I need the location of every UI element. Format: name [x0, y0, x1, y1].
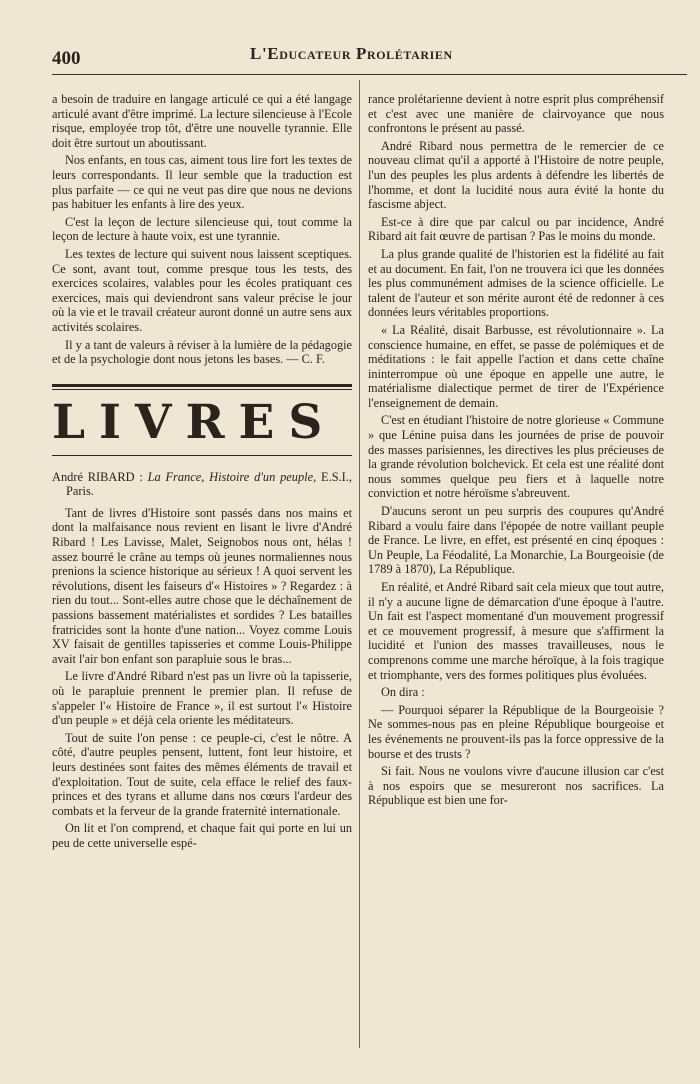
paragraph: Nos enfants, en tous cas, aiment tous lire fort les textes de leurs correspondants. Il leur semble que la traduction est plus parfaite — ce qui ne veut pas dire que nous ne devions pas habituer les enfants à lire des yeux.: [52, 153, 352, 212]
paragraph: D'aucuns seront un peu surpris des coupures qu'André Ribard a voulu faire dans l'épopée de notre vaillant peuple de France. Le livre, en effet, est présenté en cinq époques : Un Peuple, La Féodalité, La Monarchie, La Bourgeoisie (de 1789 à 1870), La République.: [368, 504, 664, 577]
paragraph: C'est la leçon de lecture silencieuse qui, tout comme la leçon de lecture à haute voix, est une tyrannie.: [52, 214, 352, 244]
paragraph: Tant de livres d'Histoire sont passés dans nos mains et dont la malfaisance nous revient en lisant le livre d'André Ribard ! Les Lavisse, Malet, Seignobos nous ont, hélas ! assez bourré le crâne au temps où jeunes normaliennes nous prenions la science historique au sérieux ! A quoi servent les révolutions, disent les faiseurs d'« Histoires » ? Regardez : à rien du tout... Sont-elles autre chose que le déchaînement de passions bassement matérialistes et sordides ? Les batailles fratricides sont la honte d'une nation... Voyez comme Louis XV faisait de gentilles tapisseries et comme Louis-Philippe avait l'air bon enfant son parapluie sous le bras...: [52, 505, 352, 666]
book-author: André RIBARD :: [52, 469, 148, 484]
paragraph: « La Réalité, disait Barbusse, est révolutionnaire ». La conscience humaine, en effet, se passe de polémiques et de méditations : le fait appelle l'action et dans cette chaîne ininterrompue où une époque en appelle une autre, le matérialisme dialectique permet de tirer de l'Expérience l'enseignement de demain.: [368, 322, 664, 410]
left-column: [52, 92, 352, 854]
section-title: LIVRES: [52, 394, 337, 450]
section-rule-top-thin: [52, 389, 352, 390]
paragraph: a besoin de traduire en langage articulé ce qui a été langage articulé avant d'être imprimé. La lecture silencieuse à l'Ecole risque, employée trop tôt, d'être une nouvelle tyrannie. Elle doit être surtout un aboutissant.: [52, 92, 352, 150]
paragraph: On dira :: [381, 685, 425, 700]
paragraph: André Ribard nous permettra de le remercier de ce nouveau climat qu'il a apporté à l'Histoire de notre peuple, l'un des peuples les plus ardents à défendre les libertés de l'homme, et dont la lucidité nous aura évité la honte du fascisme abject.: [368, 138, 664, 212]
section-rule-bottom: [52, 455, 352, 456]
paragraph: Les textes de lecture qui suivent nous laissent sceptiques. Ce sont, avant tout, comme presque tous les tests, des exercices scolaires, valables pour les écoles pratiquant ces exercices, mais qui deviendront sans valeur précise le jour où la vie et le travail créateur auront donné un autre sens aux activités scolaires.: [52, 246, 352, 334]
paragraph: En réalité, et André Ribard sait cela mieux que tout autre, il n'y a aucune ligne de démarcation d'une époque à l'autre. Un fait est l'aspect momentané d'un mouvement progressif et ce mouvement progressif, à mesure que s'affirment la lucidité et l'union des masses travailleuses, nous le comprenons comme une marche héroïque, à la fois tragique et triomphante, vers des formes politiques plus évoluées.: [368, 580, 664, 682]
paragraph: rance prolétarienne devient à notre esprit plus compréhensif et c'est avec une manière de clairvoyance que nous confrontons le présent au passé.: [368, 92, 664, 136]
page-number: 400: [52, 48, 81, 69]
section-rule-top: [52, 384, 352, 387]
paragraph: Il y a tant de valeurs à réviser à la lumière de la pédagogie et de la psychologie dont nous jetons les bases. — C. F.: [52, 337, 352, 367]
paragraph: Est-ce à dire que par calcul ou par incidence, André Ribard ait fait œuvre de partisan ? Pas le moins du monde.: [368, 214, 664, 244]
page-header: [52, 44, 687, 75]
right-column: [368, 92, 664, 811]
column-divider: [359, 80, 360, 1048]
paragraph: Tout de suite l'on pense : ce peuple-ci, c'est le nôtre. A côté, d'autre peuples pensent, luttent, font leur histoire, et leurs destinées sont faites des mêmes éléments de travail et d'exploitation. Tout de suite, cela efface le relief des faux-princes et des tyrans et allume dans nos cœurs l'ardeur des combats et la ferveur de la grande fraternité internationale.: [52, 730, 352, 818]
paragraph: Le livre d'André Ribard n'est pas un livre où la tapisserie, où le parapluie prennent le premier plan. Il refuse de s'appeler l'« Histoire de France », il est surtout l'« Histoire d'un peuple » et déjà cela oriente les méditateurs.: [52, 669, 352, 728]
book-reference: [52, 470, 352, 499]
journal-title: L'Educateur Prolétarien: [250, 44, 453, 63]
paragraph: C'est en étudiant l'histoire de notre glorieuse « Commune » que Lénine puisa dans les journées de prise de pouvoir des masses parisiennes, les directives les plus précieuses de la grande révolution bolchevick. Et cela est une réalité dont nous sommes quelque peu fiers et à laquelle notre conviction et notre héroïsme s'abreuvent.: [368, 413, 664, 501]
paragraph: — Pourquoi séparer la République de la Bourgeoisie ? Ne sommes-nous pas en pleine République bourgeoise et les événements ne prouvent-ils pas la force oppressive de la bourse et des trusts ?: [368, 702, 664, 761]
paragraph: On lit et l'on comprend, et chaque fait qui porte en lui un peu de cette universelle espé-: [52, 821, 352, 850]
book-publisher: E.S.I., Paris.: [66, 469, 352, 499]
paragraph: La plus grande qualité de l'historien est la fidélité au fait et au document. En fait, l'on ne trouvera ici que les données les plus communément admises de la science officielle. Le talent de l'auteur et son mérite auront été de redonner à ces données leurs véritables proportions.: [368, 246, 664, 320]
paragraph: Si fait. Nous ne voulons vivre d'aucune illusion car c'est à nos espoirs que se mesureront nos sacrifices. La République est bien une for-: [368, 764, 664, 808]
book-title: La France, Histoire d'un peuple,: [147, 469, 317, 484]
